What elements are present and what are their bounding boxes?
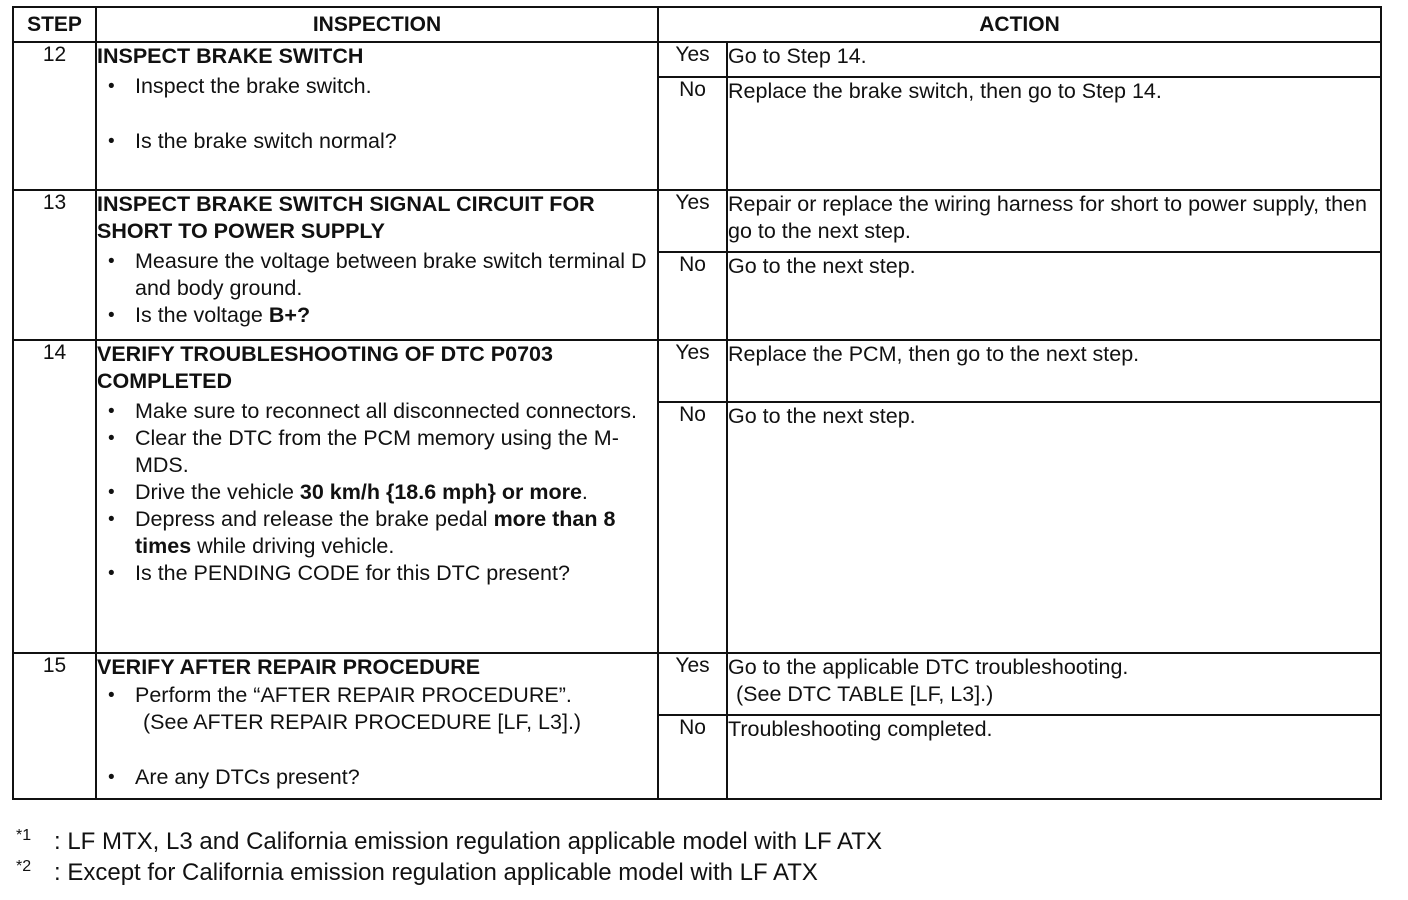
troubleshooting-sheet bbox=[12, 6, 1380, 806]
inspection-cell bbox=[96, 653, 658, 799]
footnote-mark: *2 bbox=[16, 858, 32, 875]
bullet-item bbox=[135, 302, 657, 329]
bullet-text: Perform the “AFTER REPAIR PROCEDURE”. bbox=[135, 683, 572, 707]
bullet-item: • Is the brake switch normal? bbox=[135, 128, 657, 155]
header-action: ACTION bbox=[658, 7, 1381, 42]
bullet-subtext: (See AFTER REPAIR PROCEDURE [LF, L3].) bbox=[143, 710, 582, 734]
inspection-title: INSPECT BRAKE SWITCH bbox=[97, 44, 364, 68]
bullet-text: . bbox=[581, 480, 588, 504]
bullet-item bbox=[135, 506, 657, 560]
table-header-row bbox=[13, 7, 1381, 42]
table-row bbox=[13, 42, 1381, 77]
bullet-item: • Is the PENDING CODE for this DTC present? bbox=[135, 560, 657, 587]
inspection-cell bbox=[96, 190, 658, 340]
inspection-bullets bbox=[97, 73, 657, 155]
bullet-text: Is the voltage bbox=[135, 303, 269, 327]
bullet-text: Depress and release the brake pedal bbox=[135, 507, 494, 531]
footnote bbox=[16, 826, 882, 857]
inspection-title: VERIFY TROUBLESHOOTING OF DTC P0703 COMPLETED bbox=[97, 342, 553, 393]
bullet-item: • Clear the DTC from the PCM memory using the M-MDS. bbox=[135, 425, 657, 479]
footnotes bbox=[16, 826, 882, 888]
no-action: Replace the brake switch, then go to Step 14. bbox=[727, 77, 1381, 190]
yes-action: Go to Step 14. bbox=[727, 42, 1381, 77]
inspection-title: INSPECT BRAKE SWITCH SIGNAL CIRCUIT FOR SHORT TO POWER SUPPLY bbox=[97, 192, 595, 243]
inspection-cell bbox=[96, 42, 658, 190]
bullet-text: while driving vehicle. bbox=[191, 534, 395, 558]
no-label: No bbox=[658, 252, 727, 340]
bullet-item: • Are any DTCs present? bbox=[135, 764, 657, 791]
yes-action-reference: (See DTC TABLE [LF, L3].) bbox=[736, 682, 994, 706]
header-step: STEP bbox=[13, 7, 96, 42]
inspection-bullets bbox=[97, 682, 657, 791]
inspection-bullets bbox=[97, 248, 657, 329]
bullet-emphasis: B+? bbox=[268, 303, 311, 327]
yes-action-cell bbox=[727, 653, 1381, 715]
step-number: 12 bbox=[13, 42, 96, 190]
yes-action: Repair or replace the wiring harness for short to power supply, then go to the next step. bbox=[727, 190, 1381, 252]
no-label: No bbox=[658, 715, 727, 799]
no-action: Troubleshooting completed. bbox=[727, 715, 1381, 799]
footnote-text: : LF MTX, L3 and California emission regulation applicable model with LF ATX bbox=[54, 828, 882, 855]
bullet-emphasis: more than 8 times bbox=[135, 507, 616, 558]
no-label: No bbox=[658, 77, 727, 190]
step-number: 14 bbox=[13, 340, 96, 653]
no-action: Go to the next step. bbox=[727, 402, 1381, 653]
yes-label: Yes bbox=[658, 190, 727, 252]
yes-label: Yes bbox=[658, 340, 727, 402]
yes-action: Replace the PCM, then go to the next step. bbox=[727, 340, 1381, 402]
footnote-text: : Except for California emission regulation applicable model with LF ATX bbox=[54, 859, 818, 886]
table-row bbox=[13, 340, 1381, 402]
yes-action: Go to the applicable DTC troubleshooting. bbox=[728, 655, 1129, 679]
header-inspection: INSPECTION bbox=[96, 7, 658, 42]
inspection-bullets bbox=[97, 398, 657, 587]
footnote-mark: *1 bbox=[16, 827, 32, 844]
inspection-title: VERIFY AFTER REPAIR PROCEDURE bbox=[97, 655, 481, 679]
bullet-emphasis: 30 km/h {18.6 mph} or more bbox=[299, 480, 582, 504]
bullet-item bbox=[135, 479, 657, 506]
step-number: 13 bbox=[13, 190, 96, 340]
troubleshooting-table bbox=[12, 6, 1382, 800]
bullet-item: • Make sure to reconnect all disconnected connectors. bbox=[135, 398, 657, 425]
bullet-item: • Measure the voltage between brake switch terminal D and body ground. bbox=[135, 248, 657, 302]
bullet-item: • Inspect the brake switch. bbox=[135, 73, 657, 100]
step-number: 15 bbox=[13, 653, 96, 799]
table-row bbox=[13, 190, 1381, 252]
bullet-text: Drive the vehicle bbox=[135, 480, 300, 504]
no-action: Go to the next step. bbox=[727, 252, 1381, 340]
no-label: No bbox=[658, 402, 727, 653]
yes-label: Yes bbox=[658, 42, 727, 77]
bullet-item bbox=[135, 682, 657, 736]
table-row bbox=[13, 653, 1381, 715]
yes-label: Yes bbox=[658, 653, 727, 715]
footnote bbox=[16, 857, 882, 888]
inspection-cell bbox=[96, 340, 658, 653]
